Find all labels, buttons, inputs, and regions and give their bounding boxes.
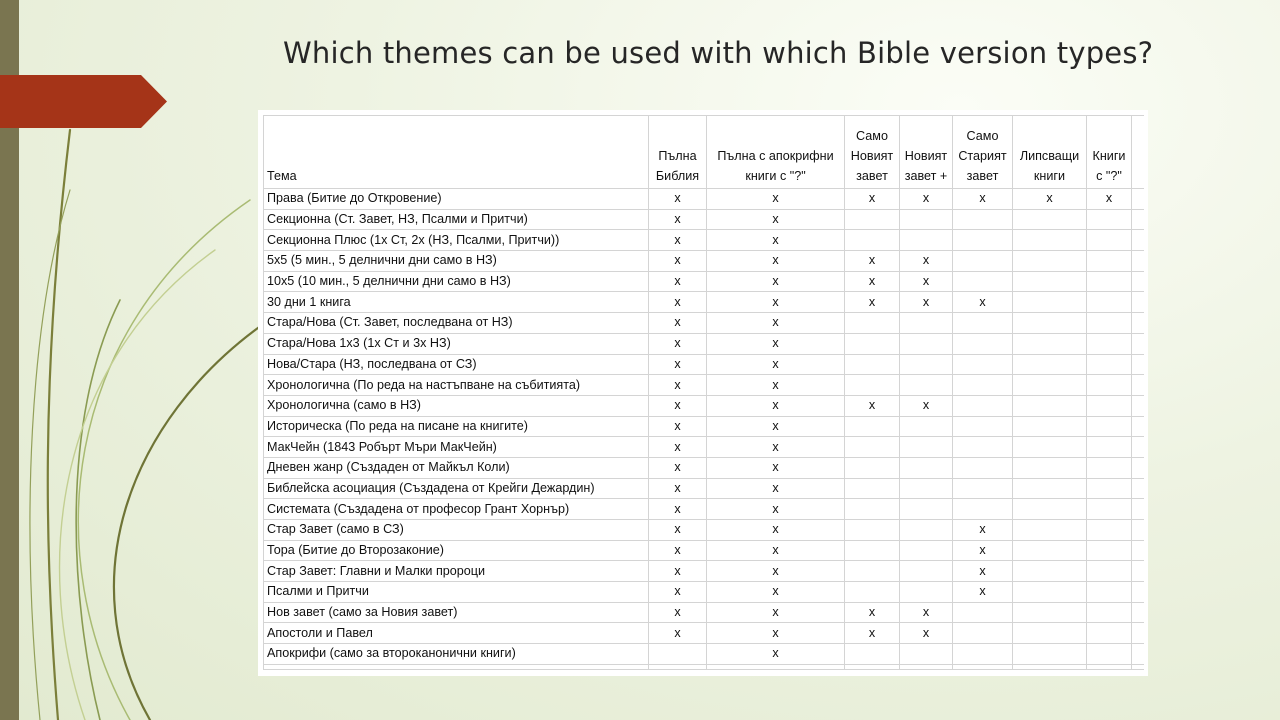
mark-cell bbox=[900, 457, 953, 478]
table-header-row bbox=[264, 116, 1144, 189]
theme-name-cell: Стара/Нова 1х3 (1х Ст и 3х НЗ) bbox=[264, 333, 649, 354]
mark-cell bbox=[900, 499, 953, 520]
table-row bbox=[264, 561, 1144, 582]
table-row bbox=[264, 271, 1144, 292]
empty-cell bbox=[1132, 561, 1144, 582]
theme-name-cell: Нова/Стара (НЗ, последвана от СЗ) bbox=[264, 354, 649, 375]
theme-name-cell: Апокрифи (само за второканонични книги) bbox=[264, 644, 649, 665]
mark-cell: x bbox=[707, 333, 845, 354]
mark-cell bbox=[1087, 416, 1132, 437]
empty-cell bbox=[1132, 251, 1144, 272]
mark-cell: x bbox=[900, 189, 953, 210]
mark-cell: x bbox=[649, 478, 707, 499]
mark-cell bbox=[845, 437, 900, 458]
mark-cell bbox=[649, 644, 707, 665]
empty-cell bbox=[1132, 209, 1144, 230]
mark-cell: x bbox=[649, 333, 707, 354]
mark-cell bbox=[1087, 437, 1132, 458]
mark-cell bbox=[953, 251, 1013, 272]
mark-cell: x bbox=[845, 251, 900, 272]
empty-cell bbox=[1132, 582, 1144, 603]
theme-name-cell: Стар Завет: Главни и Малки пророци bbox=[264, 561, 649, 582]
theme-name-cell: Дневен жанр (Създаден от Майкъл Коли) bbox=[264, 457, 649, 478]
mark-cell bbox=[1013, 209, 1087, 230]
mark-cell: x bbox=[649, 416, 707, 437]
mark-cell bbox=[953, 602, 1013, 623]
empty-cell bbox=[1132, 623, 1144, 644]
theme-name-cell: Библейска асоциация (Създадена от Крейги Дежардин) bbox=[264, 478, 649, 499]
mark-cell bbox=[953, 499, 1013, 520]
mark-cell bbox=[1087, 230, 1132, 251]
theme-name-cell: Апостоли и Павел bbox=[264, 623, 649, 644]
mark-cell bbox=[953, 354, 1013, 375]
theme-name-cell: Нов завет (само за Новия завет) bbox=[264, 602, 649, 623]
mark-cell bbox=[1087, 582, 1132, 603]
mark-cell bbox=[1087, 271, 1132, 292]
mark-cell bbox=[845, 540, 900, 561]
mark-cell: x bbox=[649, 230, 707, 251]
mark-cell bbox=[1087, 292, 1132, 313]
mark-cell: x bbox=[900, 292, 953, 313]
mark-cell bbox=[953, 375, 1013, 396]
mark-cell bbox=[953, 416, 1013, 437]
theme-name-cell: МакЧейн (1843 Робърт Мъри МакЧейн) bbox=[264, 437, 649, 458]
table-row bbox=[264, 582, 1144, 603]
mark-cell bbox=[953, 644, 1013, 665]
mark-cell bbox=[900, 582, 953, 603]
empty-cell bbox=[1013, 664, 1087, 669]
mark-cell: x bbox=[900, 623, 953, 644]
mark-cell: x bbox=[707, 395, 845, 416]
empty-cell bbox=[1132, 664, 1144, 669]
mark-cell bbox=[845, 230, 900, 251]
mark-cell: x bbox=[845, 271, 900, 292]
mark-cell bbox=[953, 271, 1013, 292]
mark-cell bbox=[900, 354, 953, 375]
mark-cell bbox=[1013, 457, 1087, 478]
mark-cell: x bbox=[649, 437, 707, 458]
theme-name-cell: Системата (Създадена от професор Грант Хорнър) bbox=[264, 499, 649, 520]
table-row bbox=[264, 375, 1144, 396]
empty-cell bbox=[264, 664, 649, 669]
mark-cell bbox=[1013, 561, 1087, 582]
mark-cell: x bbox=[707, 313, 845, 334]
table-row bbox=[264, 209, 1144, 230]
mark-cell bbox=[1087, 313, 1132, 334]
mark-cell bbox=[845, 333, 900, 354]
mark-cell bbox=[845, 457, 900, 478]
mark-cell: x bbox=[649, 561, 707, 582]
mark-cell: x bbox=[707, 292, 845, 313]
mark-cell: x bbox=[649, 251, 707, 272]
mark-cell: x bbox=[845, 623, 900, 644]
mark-cell bbox=[1013, 271, 1087, 292]
table-row bbox=[264, 230, 1144, 251]
mark-cell bbox=[1087, 333, 1132, 354]
mark-cell bbox=[900, 375, 953, 396]
mark-cell: x bbox=[649, 313, 707, 334]
mark-cell bbox=[845, 520, 900, 541]
empty-cell bbox=[1132, 395, 1144, 416]
empty-cell bbox=[1132, 333, 1144, 354]
mark-cell bbox=[900, 230, 953, 251]
mark-cell: x bbox=[649, 395, 707, 416]
mark-cell: x bbox=[649, 209, 707, 230]
header-new-testament-only: Само Новият завет bbox=[845, 116, 900, 189]
empty-cell bbox=[1132, 644, 1144, 665]
mark-cell: x bbox=[953, 292, 1013, 313]
header-full-bible: Пълна Библия bbox=[649, 116, 707, 189]
mark-cell: x bbox=[707, 230, 845, 251]
mark-cell bbox=[845, 499, 900, 520]
mark-cell bbox=[1087, 375, 1132, 396]
empty-cell bbox=[1132, 189, 1144, 210]
empty-cell bbox=[1132, 520, 1144, 541]
mark-cell: x bbox=[707, 437, 845, 458]
empty-cell bbox=[845, 664, 900, 669]
mark-cell: x bbox=[649, 520, 707, 541]
mark-cell: x bbox=[649, 540, 707, 561]
theme-name-cell: Стара/Нова (Ст. Завет, последвана от НЗ) bbox=[264, 313, 649, 334]
mark-cell bbox=[1013, 520, 1087, 541]
header-new-testament-plus: Новият завет + bbox=[900, 116, 953, 189]
mark-cell: x bbox=[707, 644, 845, 665]
table-row bbox=[264, 395, 1144, 416]
mark-cell: x bbox=[707, 582, 845, 603]
mark-cell: x bbox=[649, 582, 707, 603]
mark-cell bbox=[1013, 375, 1087, 396]
table-row bbox=[264, 333, 1144, 354]
mark-cell bbox=[1013, 416, 1087, 437]
mark-cell bbox=[900, 520, 953, 541]
empty-cell bbox=[1132, 313, 1144, 334]
mark-cell bbox=[1013, 354, 1087, 375]
empty-cell bbox=[1132, 230, 1144, 251]
mark-cell bbox=[900, 333, 953, 354]
mark-cell: x bbox=[649, 189, 707, 210]
mark-cell bbox=[1013, 478, 1087, 499]
mark-cell: x bbox=[707, 602, 845, 623]
table-row bbox=[264, 520, 1144, 541]
mark-cell: x bbox=[707, 623, 845, 644]
mark-cell bbox=[900, 478, 953, 499]
theme-name-cell: Псалми и Притчи bbox=[264, 582, 649, 603]
mark-cell bbox=[1013, 333, 1087, 354]
empty-cell bbox=[1132, 478, 1144, 499]
mark-cell bbox=[845, 209, 900, 230]
mark-cell bbox=[1087, 540, 1132, 561]
mark-cell bbox=[1087, 354, 1132, 375]
mark-cell: x bbox=[1087, 189, 1132, 210]
mark-cell: x bbox=[953, 189, 1013, 210]
header-full-with-apocrypha: Пълна с апокрифни книги с "?" bbox=[707, 116, 845, 189]
header-old-testament-only: Само Старият завет bbox=[953, 116, 1013, 189]
mark-cell bbox=[953, 457, 1013, 478]
mark-cell bbox=[845, 644, 900, 665]
mark-cell bbox=[953, 437, 1013, 458]
table-row bbox=[264, 354, 1144, 375]
theme-name-cell: Хронологична (По реда на настъпване на събитията) bbox=[264, 375, 649, 396]
mark-cell bbox=[1013, 499, 1087, 520]
table-row bbox=[264, 644, 1144, 665]
table-row bbox=[264, 437, 1144, 458]
empty-cell bbox=[1132, 354, 1144, 375]
mark-cell bbox=[953, 333, 1013, 354]
mark-cell bbox=[953, 313, 1013, 334]
slide-title: Which themes can be used with which Bible version types? bbox=[283, 36, 1154, 70]
header-missing-books: Липсващи книги bbox=[1013, 116, 1087, 189]
mark-cell: x bbox=[845, 602, 900, 623]
mark-cell bbox=[953, 395, 1013, 416]
mark-cell bbox=[1087, 395, 1132, 416]
theme-compatibility-table bbox=[263, 115, 1144, 670]
table-row bbox=[264, 623, 1144, 644]
mark-cell bbox=[845, 582, 900, 603]
empty-cell bbox=[1132, 292, 1144, 313]
mark-cell: x bbox=[707, 561, 845, 582]
table-row bbox=[264, 251, 1144, 272]
empty-cell bbox=[1132, 457, 1144, 478]
mark-cell: x bbox=[845, 292, 900, 313]
mark-cell bbox=[845, 313, 900, 334]
mark-cell: x bbox=[649, 375, 707, 396]
table-row bbox=[264, 602, 1144, 623]
table-row bbox=[264, 499, 1144, 520]
mark-cell bbox=[1087, 457, 1132, 478]
empty-cell bbox=[649, 664, 707, 669]
mark-cell bbox=[845, 478, 900, 499]
theme-name-cell: Историческа (По реда на писане на книгите) bbox=[264, 416, 649, 437]
mark-cell bbox=[900, 416, 953, 437]
theme-name-cell: Секционна Плюс (1х Ст, 2х (НЗ, Псалми, Притчи)) bbox=[264, 230, 649, 251]
mark-cell bbox=[1013, 395, 1087, 416]
mark-cell bbox=[1087, 499, 1132, 520]
mark-cell: x bbox=[649, 499, 707, 520]
mark-cell bbox=[1013, 582, 1087, 603]
table-row bbox=[264, 189, 1144, 210]
mark-cell bbox=[1013, 644, 1087, 665]
mark-cell: x bbox=[953, 561, 1013, 582]
mark-cell bbox=[1087, 478, 1132, 499]
mark-cell: x bbox=[707, 375, 845, 396]
empty-cell bbox=[707, 664, 845, 669]
mark-cell: x bbox=[707, 354, 845, 375]
mark-cell: x bbox=[1013, 189, 1087, 210]
theme-name-cell: 5x5 (5 мин., 5 делнични дни само в НЗ) bbox=[264, 251, 649, 272]
mark-cell: x bbox=[900, 251, 953, 272]
mark-cell bbox=[900, 561, 953, 582]
mark-cell: x bbox=[707, 520, 845, 541]
mark-cell: x bbox=[953, 540, 1013, 561]
mark-cell bbox=[1087, 623, 1132, 644]
theme-name-cell: 10x5 (10 мин., 5 делнични дни само в НЗ) bbox=[264, 271, 649, 292]
theme-name-cell: 30 дни 1 книга bbox=[264, 292, 649, 313]
empty-cell bbox=[953, 664, 1013, 669]
mark-cell: x bbox=[900, 271, 953, 292]
mark-cell: x bbox=[953, 520, 1013, 541]
header-books-with-question: Книги с "?" bbox=[1087, 116, 1132, 189]
theme-name-cell: Стар Завет (само в СЗ) bbox=[264, 520, 649, 541]
table-row bbox=[264, 416, 1144, 437]
mark-cell bbox=[900, 540, 953, 561]
mark-cell bbox=[1087, 251, 1132, 272]
mark-cell: x bbox=[707, 251, 845, 272]
empty-cell bbox=[1132, 271, 1144, 292]
mark-cell bbox=[953, 209, 1013, 230]
mark-cell bbox=[1013, 230, 1087, 251]
mark-cell: x bbox=[707, 271, 845, 292]
empty-cell bbox=[1132, 602, 1144, 623]
mark-cell: x bbox=[649, 271, 707, 292]
mark-cell bbox=[845, 354, 900, 375]
mark-cell bbox=[1087, 561, 1132, 582]
mark-cell: x bbox=[707, 478, 845, 499]
mark-cell bbox=[1013, 540, 1087, 561]
mark-cell bbox=[1013, 437, 1087, 458]
table-row bbox=[264, 540, 1144, 561]
mark-cell: x bbox=[845, 189, 900, 210]
theme-name-cell: Права (Битие до Откровение) bbox=[264, 189, 649, 210]
mark-cell: x bbox=[707, 209, 845, 230]
empty-cell bbox=[1132, 437, 1144, 458]
mark-cell: x bbox=[845, 395, 900, 416]
mark-cell: x bbox=[707, 416, 845, 437]
mark-cell bbox=[1087, 520, 1132, 541]
mark-cell: x bbox=[649, 354, 707, 375]
header-empty-cell bbox=[1132, 116, 1144, 189]
empty-cell bbox=[1132, 499, 1144, 520]
empty-cell bbox=[1132, 540, 1144, 561]
mark-cell: x bbox=[707, 457, 845, 478]
mark-cell bbox=[1087, 209, 1132, 230]
spreadsheet-image bbox=[258, 110, 1148, 676]
mark-cell bbox=[1087, 644, 1132, 665]
mark-cell: x bbox=[649, 457, 707, 478]
empty-cell bbox=[1132, 375, 1144, 396]
empty-cell bbox=[900, 664, 953, 669]
mark-cell bbox=[1013, 602, 1087, 623]
trailing-empty-row bbox=[264, 664, 1144, 669]
mark-cell: x bbox=[707, 499, 845, 520]
mark-cell bbox=[845, 561, 900, 582]
mark-cell bbox=[1013, 313, 1087, 334]
empty-cell bbox=[1132, 416, 1144, 437]
mark-cell bbox=[953, 230, 1013, 251]
header-theme: Тема bbox=[264, 116, 649, 189]
mark-cell bbox=[845, 416, 900, 437]
mark-cell: x bbox=[649, 602, 707, 623]
theme-name-cell: Тора (Битие до Второзаконие) bbox=[264, 540, 649, 561]
mark-cell bbox=[900, 313, 953, 334]
theme-name-cell: Хронологична (само в НЗ) bbox=[264, 395, 649, 416]
table-row bbox=[264, 292, 1144, 313]
mark-cell: x bbox=[707, 540, 845, 561]
table-row bbox=[264, 313, 1144, 334]
mark-cell bbox=[1013, 251, 1087, 272]
mark-cell: x bbox=[649, 292, 707, 313]
mark-cell bbox=[1087, 602, 1132, 623]
empty-cell bbox=[1087, 664, 1132, 669]
mark-cell bbox=[1013, 623, 1087, 644]
table-row bbox=[264, 478, 1144, 499]
mark-cell: x bbox=[649, 623, 707, 644]
mark-cell: x bbox=[953, 582, 1013, 603]
accent-arrow-shape bbox=[0, 75, 167, 128]
mark-cell bbox=[900, 644, 953, 665]
mark-cell bbox=[953, 623, 1013, 644]
mark-cell bbox=[900, 437, 953, 458]
mark-cell bbox=[1013, 292, 1087, 313]
mark-cell bbox=[845, 375, 900, 396]
mark-cell bbox=[953, 478, 1013, 499]
mark-cell: x bbox=[707, 189, 845, 210]
theme-name-cell: Секционна (Ст. Завет, НЗ, Псалми и Притчи) bbox=[264, 209, 649, 230]
mark-cell: x bbox=[900, 602, 953, 623]
table-row bbox=[264, 457, 1144, 478]
mark-cell bbox=[900, 209, 953, 230]
mark-cell: x bbox=[900, 395, 953, 416]
